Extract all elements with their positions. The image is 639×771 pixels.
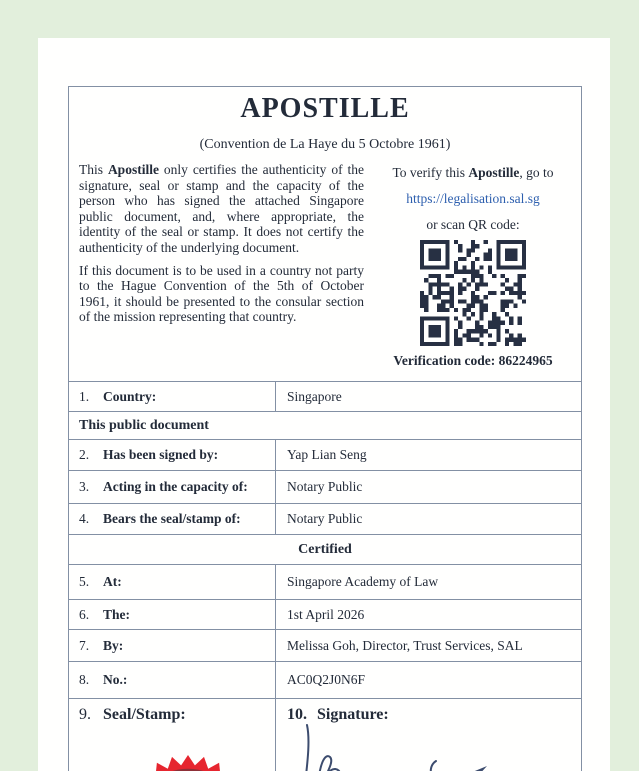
- paragraph-2: If this document is to be used in a country not party to the Hague Convention of the 5th of October 1961, it should be presented to the consular section of the mission representing that country.: [79, 262, 364, 325]
- table-row-country: 1. Country: Singapore: [69, 382, 581, 412]
- certification-text: [69, 162, 373, 369]
- seal-of-value: Notary Public: [287, 511, 363, 526]
- country-value: Singapore: [287, 388, 342, 404]
- document-title: APOSTILLE: [240, 93, 410, 124]
- seal-stamp-cell: 9. Seal/Stamp:: [69, 699, 276, 771]
- document-subtitle: (Convention de La Haye du 5 Octobre 1961): [199, 137, 451, 152]
- verification-panel: [373, 162, 573, 369]
- verification-link[interactable]: https://legalisation.sal.sg: [406, 191, 540, 206]
- signed-by-value: Yap Lian Seng: [287, 447, 367, 462]
- section-header-certified: Certified: [69, 535, 581, 565]
- verification-code: Verification code: 86224965: [393, 353, 553, 368]
- table-row-signed-by: 2. Has been signed by: Yap Lian Seng: [69, 440, 581, 471]
- table-row-at: 5. At: Singapore Academy of Law: [69, 565, 581, 600]
- table-row-date: 6. The: 1st April 2026: [69, 600, 581, 630]
- qr-code: [420, 240, 526, 346]
- table-row-number: 8. No.: AC0Q2J0N6F: [69, 662, 581, 699]
- apostille-number-value: AC0Q2J0N6F: [287, 672, 366, 687]
- verify-instruction: To verify this Apostille, go to: [392, 165, 554, 180]
- by-value: Melissa Goh, Director, Trust Services, SAL: [287, 637, 523, 653]
- document-page: [38, 38, 610, 771]
- table-row-seal-signature: [69, 699, 581, 771]
- table-row-seal-of: 4. Bears the seal/stamp of: Notary Public: [69, 504, 581, 535]
- apostille-header-section: [69, 94, 581, 382]
- table-row-capacity: 3. Acting in the capacity of: Notary Public: [69, 471, 581, 504]
- capacity-value: Notary Public: [287, 479, 363, 494]
- date-value: 1st April 2026: [287, 606, 365, 622]
- section-header-public-document: This public document: [69, 412, 581, 440]
- apostille-certificate: [68, 86, 582, 771]
- at-value: Singapore Academy of Law: [287, 574, 439, 589]
- table-row-by: 7. By: Melissa Goh, Director, Trust Services, SAL: [69, 630, 581, 662]
- scan-qr-instruction: or scan QR code:: [426, 217, 520, 232]
- signature-cell: 10. Signature:: [276, 699, 581, 771]
- paragraph-1: This Apostille only certifies the authenticity of the signature, seal or stamp and the capacity of the person who has signed the attached Singapore public document, and, where appropriate, the identity of the seal or stamp. It does not certify the authenticity of the underlying document.: [79, 162, 364, 255]
